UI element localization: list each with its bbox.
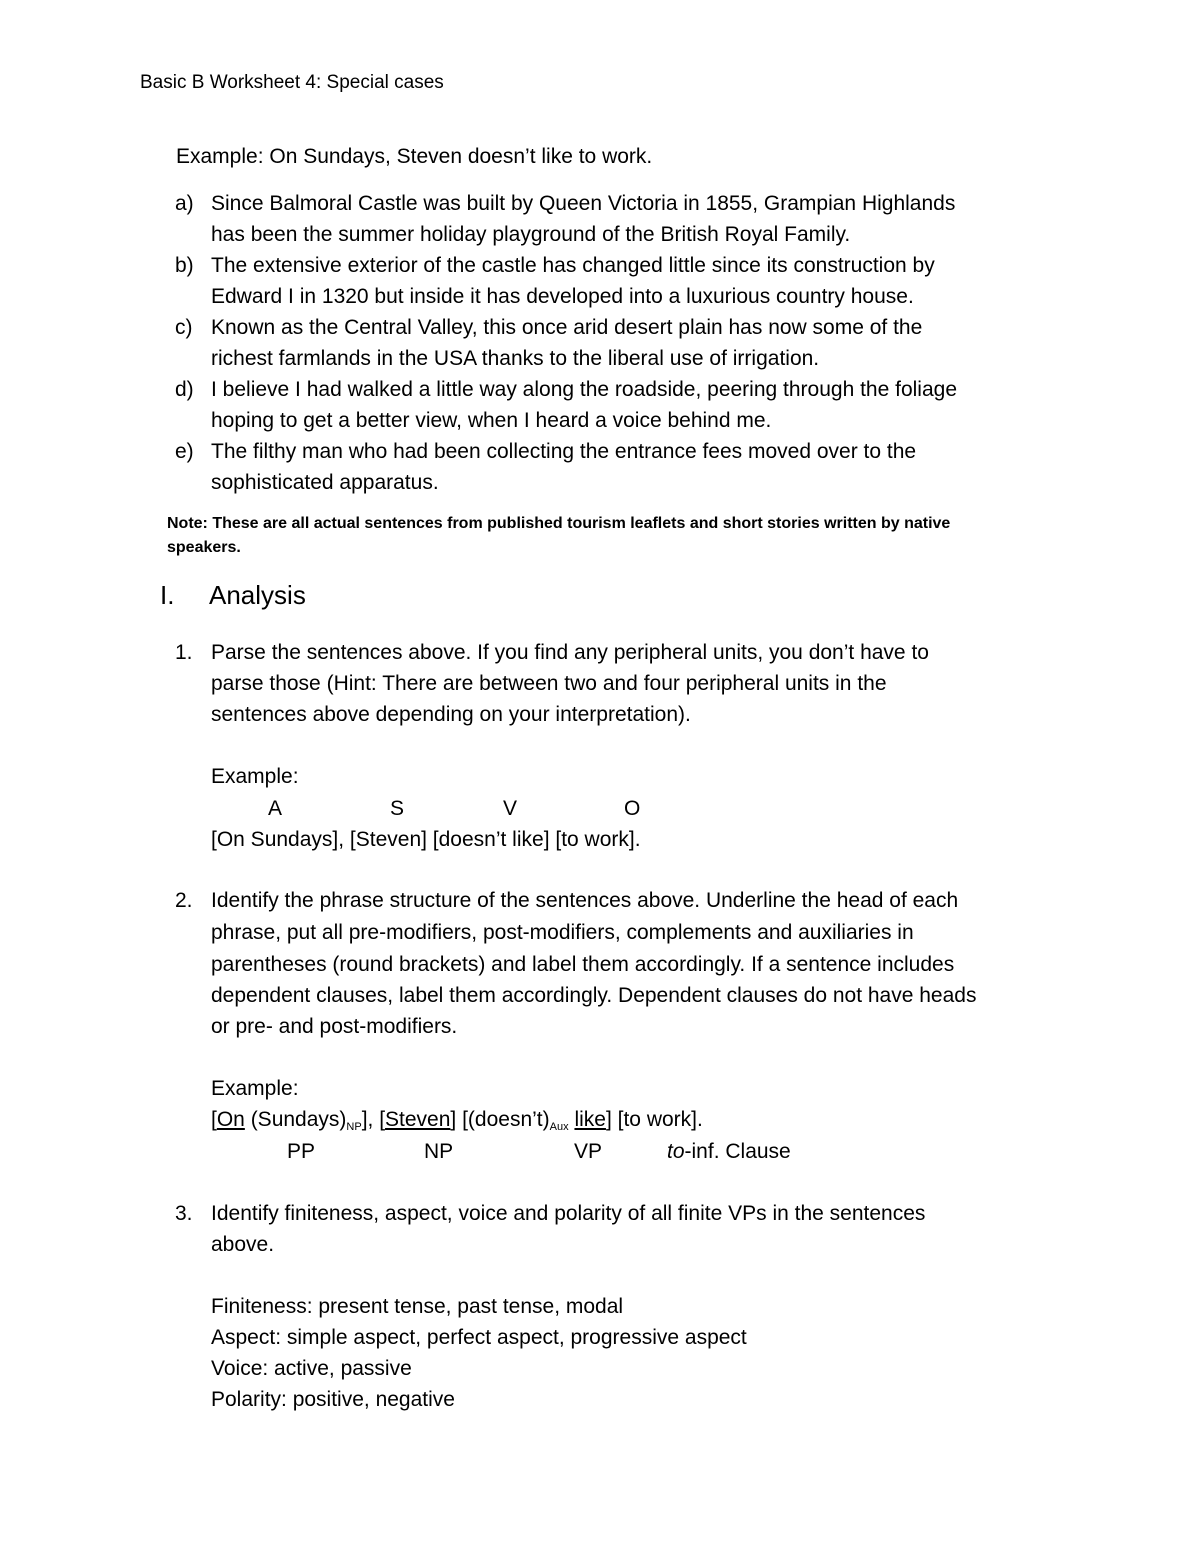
head-word: On — [216, 1108, 245, 1131]
function-label: V — [503, 797, 518, 820]
sentence-line: The filthy man who had been collecting the entrance fees moved over to the — [211, 440, 917, 463]
list-marker: a) — [175, 192, 194, 215]
list-item — [175, 312, 1075, 374]
phrase-structure-example: [On $(Sundays)_{NP}$], [Steven] [$(doesn’t)_{Aux}$ like] [to work]. — [211, 1108, 703, 1133]
phrase-label: PP — [287, 1140, 316, 1163]
list-item — [175, 436, 1075, 498]
function-label: S — [390, 797, 405, 820]
head-word: Steven — [385, 1108, 451, 1131]
sentence-line: Edward I in 1320 but inside it has developed into a luxurious country house. — [211, 285, 914, 308]
clause-label: to-inf. Clause — [667, 1140, 791, 1163]
sentence-line: hoping to get a better view, when I heard a voice behind me. — [211, 409, 772, 432]
list-marker: e) — [175, 440, 194, 463]
task-line: Identify the phrase structure of the sentences above. Underline the head of each — [211, 889, 959, 912]
list-marker: c) — [175, 316, 193, 339]
category-line: Aspect: simple aspect, perfect aspect, progressive aspect — [211, 1326, 747, 1349]
sentence-line: The extensive exterior of the castle has changed little since its construction by — [211, 254, 935, 277]
task-line: above. — [211, 1233, 275, 1256]
section-title: Analysis — [209, 580, 306, 610]
category-line: Voice: active, passive — [211, 1357, 412, 1380]
note-text: Note: These are all actual sentences from published tourism leaflets and short stories written by native speakers. — [167, 515, 951, 556]
sentence-line: Known as the Central Valley, this once arid desert plain has now some of the — [211, 316, 923, 339]
task-line: or pre- and post-modifiers. — [211, 1015, 458, 1038]
task-line: sentences above depending on your interpretation). — [211, 703, 691, 726]
page-header: Basic B Worksheet 4: Special cases — [140, 72, 444, 93]
list-marker: b) — [175, 254, 194, 277]
sentence-line: richest farmlands in the USA thanks to the liberal use of irrigation. — [211, 347, 820, 370]
task-line: phrase, put all pre-modifiers, post-modifiers, complements and auxiliaries in — [211, 921, 914, 944]
list-item — [175, 374, 1075, 436]
task-line: parentheses (round brackets) and label them accordingly. If a sentence includes — [211, 953, 955, 976]
task-number: 2. — [175, 889, 193, 912]
task-line: dependent clauses, label them accordingly. Dependent clauses do not have heads — [211, 984, 977, 1007]
phrase-label: NP — [424, 1140, 454, 1163]
sentence-line: I believe I had walked a little way along the roadside, peering through the foliage — [211, 378, 957, 401]
parsed-example: [On Sundays], [Steven] [doesn’t like] [to work]. — [211, 828, 641, 851]
list-marker: d) — [175, 378, 194, 401]
task-line: Parse the sentences above. If you find any peripheral units, you don’t have to — [211, 641, 929, 664]
task-number: 1. — [175, 641, 193, 664]
function-label: O — [624, 797, 641, 820]
example-label: Example: — [211, 765, 299, 788]
example-label: Example: — [211, 1077, 299, 1100]
phrase-label: VP — [574, 1140, 603, 1163]
section-heading — [160, 580, 460, 614]
head-word: like — [574, 1108, 606, 1131]
sentence-line: has been the summer holiday playground of the British Royal Family. — [211, 223, 851, 246]
function-label: A — [268, 797, 283, 820]
section-number: I. — [160, 580, 175, 610]
sentence-line: Since Balmoral Castle was built by Queen Victoria in 1855, Grampian Highlands — [211, 192, 956, 215]
task-number: 3. — [175, 1202, 193, 1225]
intro-example: Example: On Sundays, Steven doesn’t like to work. — [176, 145, 653, 168]
list-item — [175, 188, 1075, 250]
list-item — [175, 250, 1075, 312]
category-line: Finiteness: present tense, past tense, modal — [211, 1295, 624, 1318]
category-line: Polarity: positive, negative — [211, 1388, 455, 1411]
sentence-line: sophisticated apparatus. — [211, 471, 439, 494]
task-line: Identify finiteness, aspect, voice and polarity of all finite VPs in the sentences — [211, 1202, 926, 1225]
task-line: parse those (Hint: There are between two and four peripheral units in the — [211, 672, 887, 695]
